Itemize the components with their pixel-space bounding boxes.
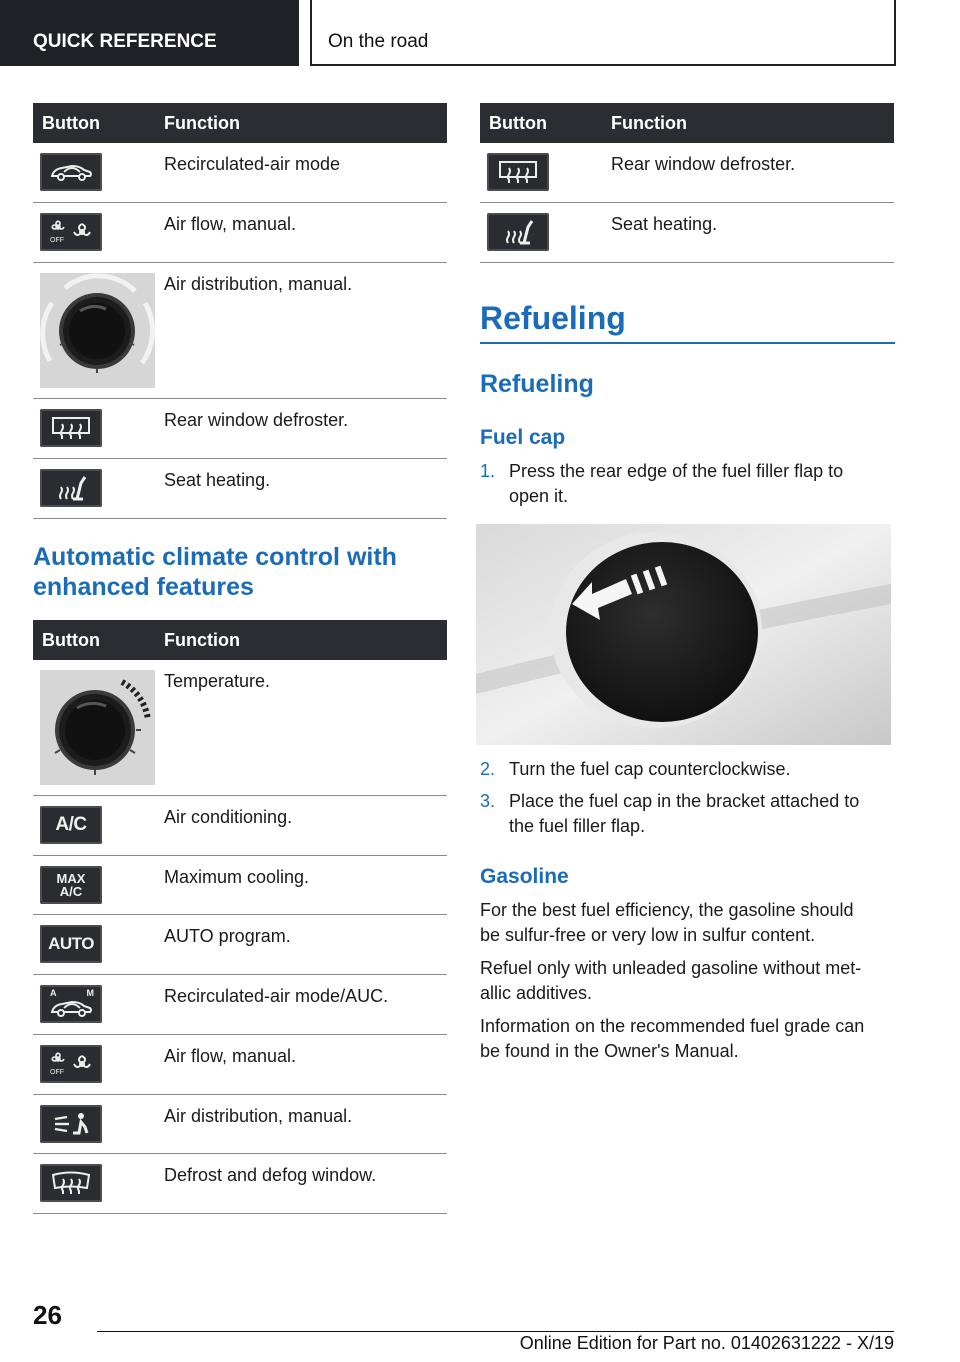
- step-line: Press the rear edge of the fuel filler flap to: [509, 461, 844, 481]
- chapter-title: On the road: [328, 31, 429, 52]
- defrost-icon: [40, 1164, 102, 1202]
- label-a: A: [50, 988, 57, 998]
- edition-note: Online Edition for Part no. 01402631222 - X/19: [519, 1333, 894, 1353]
- temperature-knob-icon: [40, 670, 155, 785]
- function-text: Recirculated-air mode/AUC.: [164, 986, 389, 1006]
- button-label: AUTO: [48, 934, 94, 953]
- table-row: [33, 796, 447, 856]
- seat-heating-icon: [40, 469, 102, 507]
- gasoline-heading: Gasoline: [480, 865, 569, 888]
- function-text: Rear window defroster.: [611, 154, 796, 174]
- button-label: A/C: [55, 814, 87, 835]
- table-header: [480, 103, 894, 143]
- paragraph-line: Refuel only with unleaded gasoline without met-: [480, 958, 862, 978]
- function-text: Seat heating.: [611, 214, 718, 234]
- function-text: Maximum cooling.: [164, 867, 310, 887]
- section-title: QUICK REFERENCE: [33, 31, 217, 52]
- function-text: Air flow, manual.: [164, 1046, 297, 1066]
- rear-window-defroster-icon: [487, 153, 549, 191]
- column-function: Function: [164, 629, 240, 650]
- footer-rule: [97, 1331, 894, 1332]
- heading-line: Automatic climate control with: [33, 543, 397, 571]
- step-text: [509, 757, 790, 782]
- paragraph-line: Information on the recommended fuel grade can: [480, 1016, 865, 1036]
- table-row: [33, 263, 447, 399]
- table-row: [33, 856, 447, 915]
- function-text: Air distribution, manual.: [164, 274, 353, 294]
- step-number: 1.: [480, 461, 496, 481]
- rear-window-defroster-icon: [40, 409, 102, 447]
- table-row: [33, 660, 447, 796]
- fuel-filler-flap-image: [476, 524, 891, 745]
- paragraph-line: be sulfur-free or very low in sulfur content.: [480, 925, 816, 945]
- function-text: AUTO program.: [164, 926, 291, 946]
- label-bottom: A/C: [59, 884, 83, 899]
- column-button: Button: [42, 112, 100, 133]
- section-tab: [0, 0, 299, 66]
- paragraph-line: be found in the Owner's Manual.: [480, 1041, 739, 1061]
- step-text: [509, 459, 843, 509]
- table-row: [33, 915, 447, 975]
- title-rule: [480, 342, 895, 344]
- table-row: [33, 975, 447, 1035]
- gasoline-paragraph: [480, 956, 861, 1006]
- table-header: [33, 620, 447, 660]
- recirculated-air-icon: [40, 153, 102, 191]
- section-heading: [33, 542, 397, 602]
- refueling-title: Refueling: [480, 300, 626, 336]
- table-row: [480, 143, 894, 203]
- step-line: open it.: [509, 486, 569, 506]
- refueling-subtitle: Refueling: [480, 370, 594, 398]
- seat-heating-icon: [487, 213, 549, 251]
- gasoline-paragraph: [480, 898, 854, 948]
- svg-text:OFF: OFF: [50, 237, 64, 244]
- column-function: Function: [164, 112, 240, 133]
- label-m: M: [86, 988, 94, 998]
- table-row: [33, 459, 447, 519]
- table-row: [33, 1095, 447, 1154]
- label-top: MAX: [56, 871, 86, 886]
- column-button: Button: [489, 112, 547, 133]
- page-number: 26: [33, 1300, 62, 1330]
- fuel-cap-heading: Fuel cap: [480, 426, 566, 449]
- table-row: [33, 1035, 447, 1095]
- table-row: [33, 1154, 447, 1214]
- paragraph-line: For the best fuel efficiency, the gasoline should: [480, 900, 854, 920]
- svg-text:OFF: OFF: [50, 1069, 64, 1076]
- function-text: Recirculated-air mode: [164, 154, 341, 174]
- table-header: [33, 103, 447, 143]
- function-text: Defrost and defog window.: [164, 1165, 377, 1185]
- chapter-tab: [310, 0, 896, 66]
- function-text: Seat heating.: [164, 470, 271, 490]
- step-line: Place the fuel cap in the bracket attached to: [509, 791, 860, 811]
- step-number: 3.: [480, 791, 496, 811]
- table-row: [33, 399, 447, 459]
- gasoline-paragraph: [480, 1014, 864, 1064]
- column-button: Button: [42, 629, 100, 650]
- auto-button-icon: [40, 925, 102, 963]
- function-text: Rear window defroster.: [164, 410, 349, 430]
- max-ac-button-icon: [40, 866, 102, 904]
- air-flow-icon: [40, 213, 102, 251]
- table-row: [33, 203, 447, 263]
- auto-climate-button-table: [33, 620, 447, 1214]
- rear-functions-table: [480, 103, 894, 263]
- climate-button-table: [33, 103, 447, 519]
- step-number: 2.: [480, 759, 496, 779]
- paragraph-line: allic additives.: [480, 983, 593, 1003]
- function-text: Air flow, manual.: [164, 214, 297, 234]
- air-distribution-knob-icon: [40, 273, 155, 388]
- step-text: [509, 789, 859, 839]
- step-line: the fuel filler flap.: [509, 816, 646, 836]
- heading-line: enhanced features: [33, 573, 254, 601]
- table-row: [33, 143, 447, 203]
- function-text: Air distribution, manual.: [164, 1106, 353, 1126]
- table-row: [480, 203, 894, 263]
- button-label: [57, 872, 86, 898]
- column-function: Function: [611, 112, 687, 133]
- ac-button-icon: [40, 806, 102, 844]
- recirculated-air-auc-icon: [40, 985, 102, 1023]
- step-line: Turn the fuel cap counterclockwise.: [509, 759, 791, 779]
- function-text: Temperature.: [164, 671, 271, 691]
- function-text: Air conditioning.: [164, 807, 293, 827]
- air-flow-icon: [40, 1045, 102, 1083]
- air-distribution-icon: [40, 1105, 102, 1143]
